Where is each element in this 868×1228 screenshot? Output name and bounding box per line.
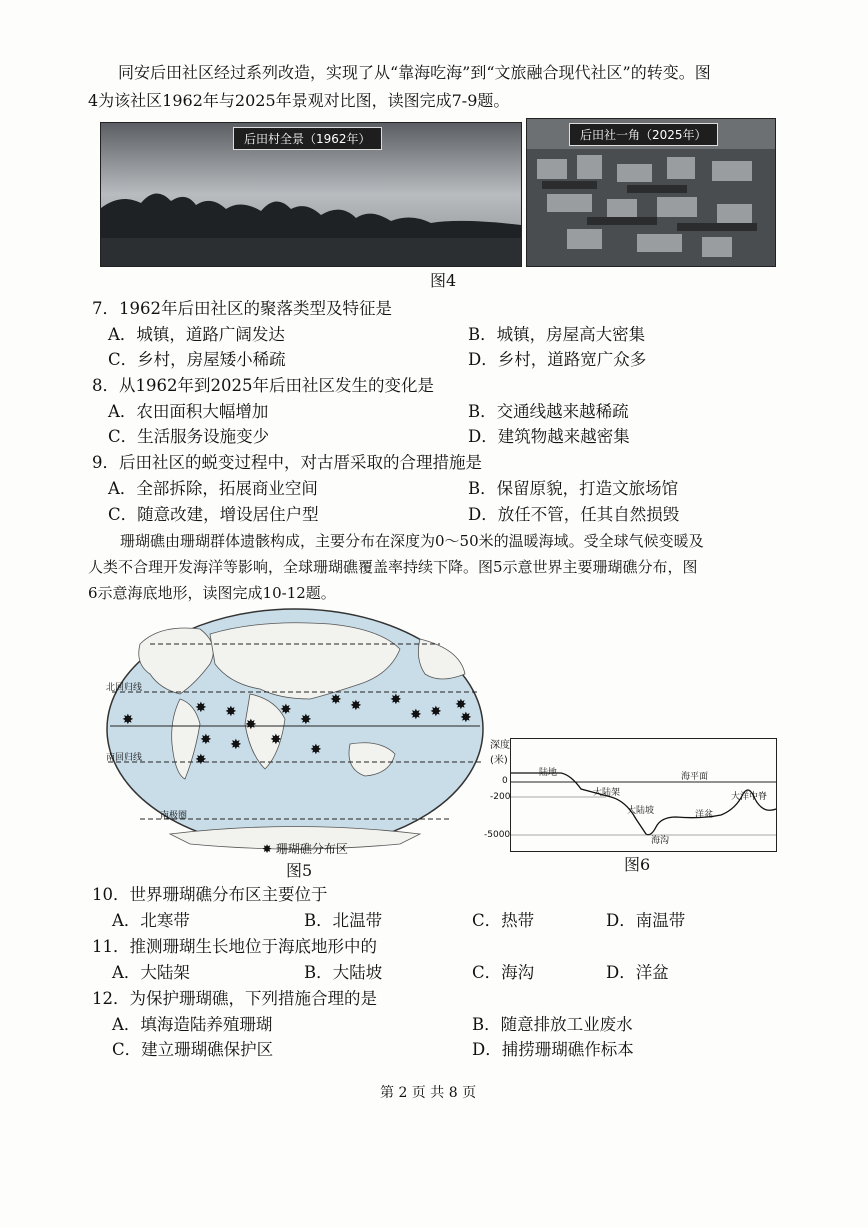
q12-stem: 12．为保护珊瑚礁，下列措施合理的是 [92, 989, 377, 1008]
fig5-label: 图5 [286, 861, 313, 880]
q9-option-a: A．全部拆除，拓展商业空间 [108, 479, 318, 498]
coral-symbol-icon: ✸ [262, 842, 273, 856]
trench-label: 海沟 [651, 836, 670, 846]
tropic-cancer-label: 北回归线 [106, 683, 143, 693]
intro-line-1: 同安后田社区经过系列改造，实现了从“靠海吃海”到“文旅融合现代社区”的转变。图 [118, 63, 711, 82]
fig5-legend [262, 840, 348, 857]
q7-stem: 7．1962年后田社区的聚落类型及特征是 [92, 299, 392, 318]
svg-text:✸: ✸ [195, 752, 207, 768]
sea-level-label: 海平面 [681, 772, 709, 782]
fig6-label: 图6 [624, 855, 651, 874]
q8-option-a: A．农田面积大幅增加 [108, 402, 269, 421]
svg-text:✸: ✸ [455, 697, 467, 713]
q12-option-c: C．建立珊瑚礁保护区 [112, 1040, 274, 1059]
svg-text:✸: ✸ [330, 692, 342, 708]
q10-option-c: C．热带 [472, 911, 535, 930]
svg-text:✸: ✸ [300, 712, 312, 728]
shelf-label: 大陆架 [593, 788, 621, 798]
world-map-svg [100, 604, 490, 854]
slope-label: 大陆坡 [627, 806, 655, 816]
q8-stem: 8．从1962年到2025年后田社区发生的变化是 [92, 376, 434, 395]
q9-option-c: C．随意改建，增设居住户型 [108, 505, 319, 524]
svg-text:✸: ✸ [310, 742, 322, 758]
svg-text:✸: ✸ [195, 700, 207, 716]
photo-2025-caption: 后田社一角（2025年） [569, 123, 718, 146]
fig5-map [100, 604, 490, 854]
page-footer: 第 2 页 共 8 页 [380, 1085, 477, 1101]
q7-option-b: B．城镇，房屋高大密集 [468, 325, 646, 344]
intro-line-2: 4为该社区1962年与2025年景观对比图，读图完成7-9题。 [88, 91, 510, 110]
fig4-label: 图4 [430, 271, 457, 290]
land-label: 陆地 [539, 768, 558, 778]
q8-option-b: B．交通线越来越稀疏 [468, 402, 629, 421]
q11-option-d: D．洋盆 [606, 963, 669, 982]
svg-text:✸: ✸ [200, 732, 212, 748]
ridge-label: 大洋中脊 [731, 792, 768, 802]
fig6-profile [510, 738, 777, 852]
q10-option-d: D．南温带 [606, 911, 686, 930]
tropic-capricorn-label: 南回归线 [106, 753, 143, 763]
q12-option-d: D．捕捞珊瑚礁作标本 [472, 1040, 634, 1059]
svg-text:✸: ✸ [460, 710, 472, 726]
intro2-line-1: 珊瑚礁由珊瑚群体遗骸构成，主要分布在深度为0～50米的温暖海域。受全球气候变暖及 [120, 532, 704, 550]
q11-option-b: B．大陆坡 [304, 963, 383, 982]
fig5-legend-label: 珊瑚礁分布区 [275, 842, 348, 856]
intro2-line-3: 6示意海底地形，读图完成10-12题。 [88, 584, 336, 602]
q12-option-a: A．填海造陆养殖珊瑚 [112, 1015, 273, 1034]
q9-option-b: B．保留原貌，打造文旅场馆 [468, 479, 679, 498]
fig6-y-title [490, 736, 510, 766]
svg-text:✸: ✸ [230, 737, 242, 753]
q7-option-c: C．乡村，房屋矮小稀疏 [108, 350, 286, 369]
photo-2025 [526, 118, 776, 267]
fig6-y-title-1: 深度 [490, 740, 510, 751]
svg-text:✸: ✸ [390, 692, 402, 708]
tick-5000: -5000 [484, 830, 511, 840]
q8-option-c: C．生活服务设施变少 [108, 427, 270, 446]
q9-option-d: D．放任不管，任其自然损毁 [468, 505, 680, 524]
q11-option-c: C．海沟 [472, 963, 535, 982]
svg-text:✸: ✸ [122, 712, 134, 728]
q11-stem: 11．推测珊瑚生长地位于海底地形中的 [92, 937, 377, 956]
q12-option-b: B．随意排放工业废水 [472, 1015, 633, 1034]
q7-option-a: A．城镇，道路广阔发达 [108, 325, 285, 344]
svg-text:✸: ✸ [225, 704, 237, 720]
q7-option-d: D．乡村，道路宽广众多 [468, 350, 647, 369]
svg-text:✸: ✸ [280, 702, 292, 718]
q10-option-b: B．北温带 [304, 911, 383, 930]
svg-text:✸: ✸ [350, 698, 362, 714]
svg-text:✸: ✸ [430, 704, 442, 720]
q10-option-a: A．北寒带 [112, 911, 190, 930]
q8-option-d: D．建筑物越来越密集 [468, 427, 630, 446]
basin-label: 洋盆 [695, 810, 714, 820]
svg-text:✸: ✸ [410, 707, 422, 723]
q11-option-a: A．大陆架 [112, 963, 190, 982]
tick-200: -200 [490, 792, 511, 802]
intro2-line-2: 人类不合理开发海洋等影响，全球珊瑚礁覆盖率持续下降。图5示意世界主要珊瑚礁分布，图 [88, 558, 698, 576]
q10-stem: 10．世界珊瑚礁分布区主要位于 [92, 885, 328, 904]
tick-0: 0 [502, 776, 508, 786]
fig6-y-title-2: (米) [490, 755, 508, 766]
q9-stem: 9．后田社区的蜕变过程中，对古厝采取的合理措施是 [92, 453, 482, 472]
antarctic-circle-label: 南极圈 [160, 811, 188, 821]
svg-text:✸: ✸ [245, 717, 257, 733]
svg-text:✸: ✸ [270, 732, 282, 748]
photo-1962-caption: 后田村全景（1962年） [233, 127, 382, 150]
photo-1962 [100, 122, 522, 267]
